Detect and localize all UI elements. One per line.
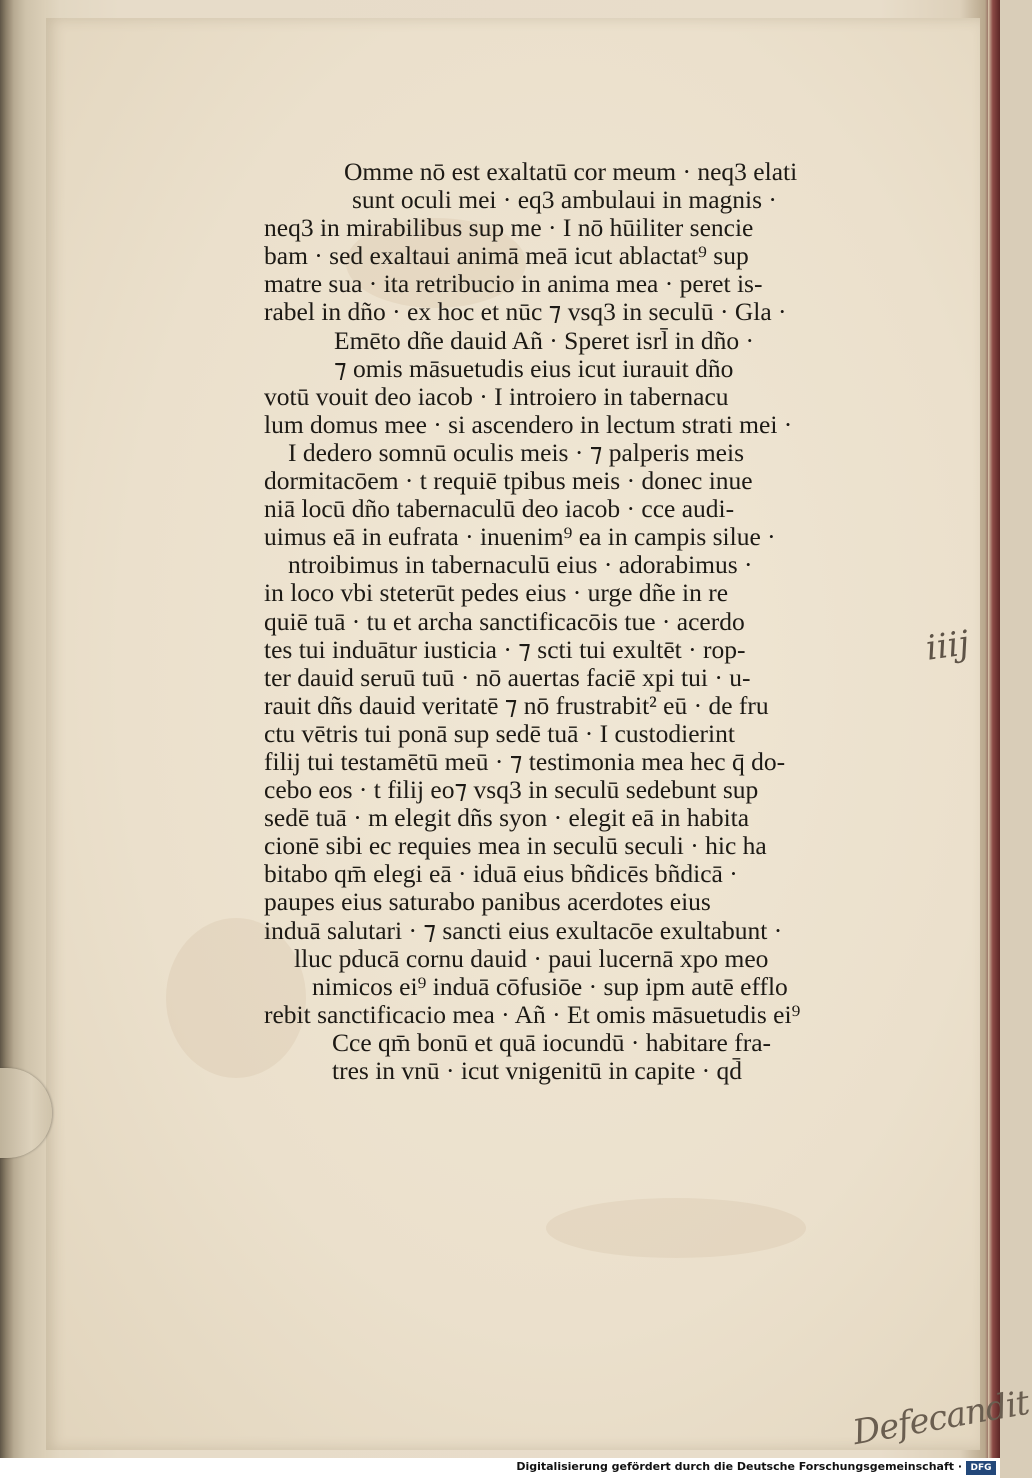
text-line: in loco vbi steterūt pedes eius · urge dñe in re	[264, 578, 729, 608]
text-line: cebo eos · t filij eo⁊ vsq3 in seculū sedebunt sup	[264, 775, 759, 805]
text-line: I dedero somnū oculis meis · ⁊ palperis meis	[288, 437, 744, 467]
text-line: votū vouit deo iacob · I introiero in tabernacu	[264, 381, 729, 411]
text-line: ⁊ omis māsuetudis eius icut iurauit dño	[334, 353, 734, 383]
dfg-logo: DFG	[966, 1461, 996, 1475]
text-line: dormitacōem · t requiē tpibus meis · donec inue	[264, 466, 753, 496]
text-line: tres in vnū · icut vnigenitū in capite · qd̄	[332, 1056, 743, 1085]
text-line: cionē sibi ec requies mea in seculū seculi · hic ha	[264, 831, 767, 861]
folio-number: iiij	[923, 623, 972, 669]
text-line: matre sua · ita retribucio in anima mea · peret is-	[264, 269, 763, 299]
text-line: rebit sanctificacio mea · Añ · Et omis māsuetudis ei⁹	[264, 999, 801, 1029]
digitization-credit: Digitalisierung gefördert durch die Deutsche Forschungsgemeinschaft ·	[516, 1460, 962, 1473]
manuscript-page	[46, 18, 1032, 1454]
text-line: ntroibimus in tabernaculū eius · adorabimus ·	[288, 550, 753, 580]
text-line: rauit dñs dauid veritatē ⁊ nō frustrabit² eū · de fru	[264, 690, 769, 720]
text-line: neq3 in mirabilibus sup me · I nō hūiliter sencie	[264, 213, 754, 243]
text-line: Omme nō est exaltatū cor meum · neq3 elati	[344, 157, 798, 186]
text-line: ter dauid seruū tuū · nō auertas faciē xpi tui · u-	[264, 662, 751, 692]
text-line: niā locū dño tabernaculū deo iacob · cce audi-	[264, 494, 735, 524]
text-line: bitabo qm̄ elegi eā · iduā eius bñdicēs bñdicā ·	[264, 859, 738, 889]
handwritten-catchword: Defecandit	[849, 1382, 1032, 1454]
printed-text-block	[264, 158, 924, 1085]
text-line: quiē tuā · tu et archa sanctificacōis tue · acerdo	[264, 606, 745, 636]
text-line: sedē tuā · m elegit dñs syon · elegit eā in habita	[264, 803, 750, 833]
text-line: uimus eā in eufrata · inuenim⁹ ea in campis silue ·	[264, 522, 776, 552]
text-line: bam · sed exaltaui animā meā icut ablactat⁹ sup	[264, 241, 749, 271]
text-line: nimicos ei⁹ induā cōfusiōe · sup ipm autē efflo	[312, 971, 788, 1001]
right-binding-edge	[988, 0, 1000, 1458]
text-line: Emēto dñe dauid Añ · Speret isrl̄ in dño ·	[334, 325, 754, 355]
text-line: ctu vētris tui ponā sup sedē tuā · I custodierint	[264, 718, 735, 748]
text-line: filij tui testamētū meū · ⁊ testimonia mea hec q̄ do-	[264, 746, 786, 776]
text-line: Cce qm̄ bonū et quā iocundū · habitare fra-	[332, 1027, 772, 1057]
paper-stain	[546, 1198, 806, 1258]
text-line: paupes eius saturabo panibus acerdotes eius	[264, 887, 711, 917]
text-line: rabel in dño · ex hoc et nūc ⁊ vsq3 in seculū · Gla ·	[264, 297, 787, 327]
text-line: sunt oculi mei · eq3 ambulaui in magnis ·	[352, 185, 777, 215]
text-line: lum domus mee · si ascendero in lectum strati mei ·	[264, 409, 793, 439]
text-line: lluc pducā cornu dauid · paui lucernā xpo meo	[294, 943, 769, 973]
text-line: tes tui induātur iusticia · ⁊ scti tui exultēt · rop-	[264, 634, 746, 664]
left-binding-edge	[0, 0, 46, 1458]
text-line: induā salutari · ⁊ sancti eius exultacōe exultabunt ·	[264, 915, 783, 945]
